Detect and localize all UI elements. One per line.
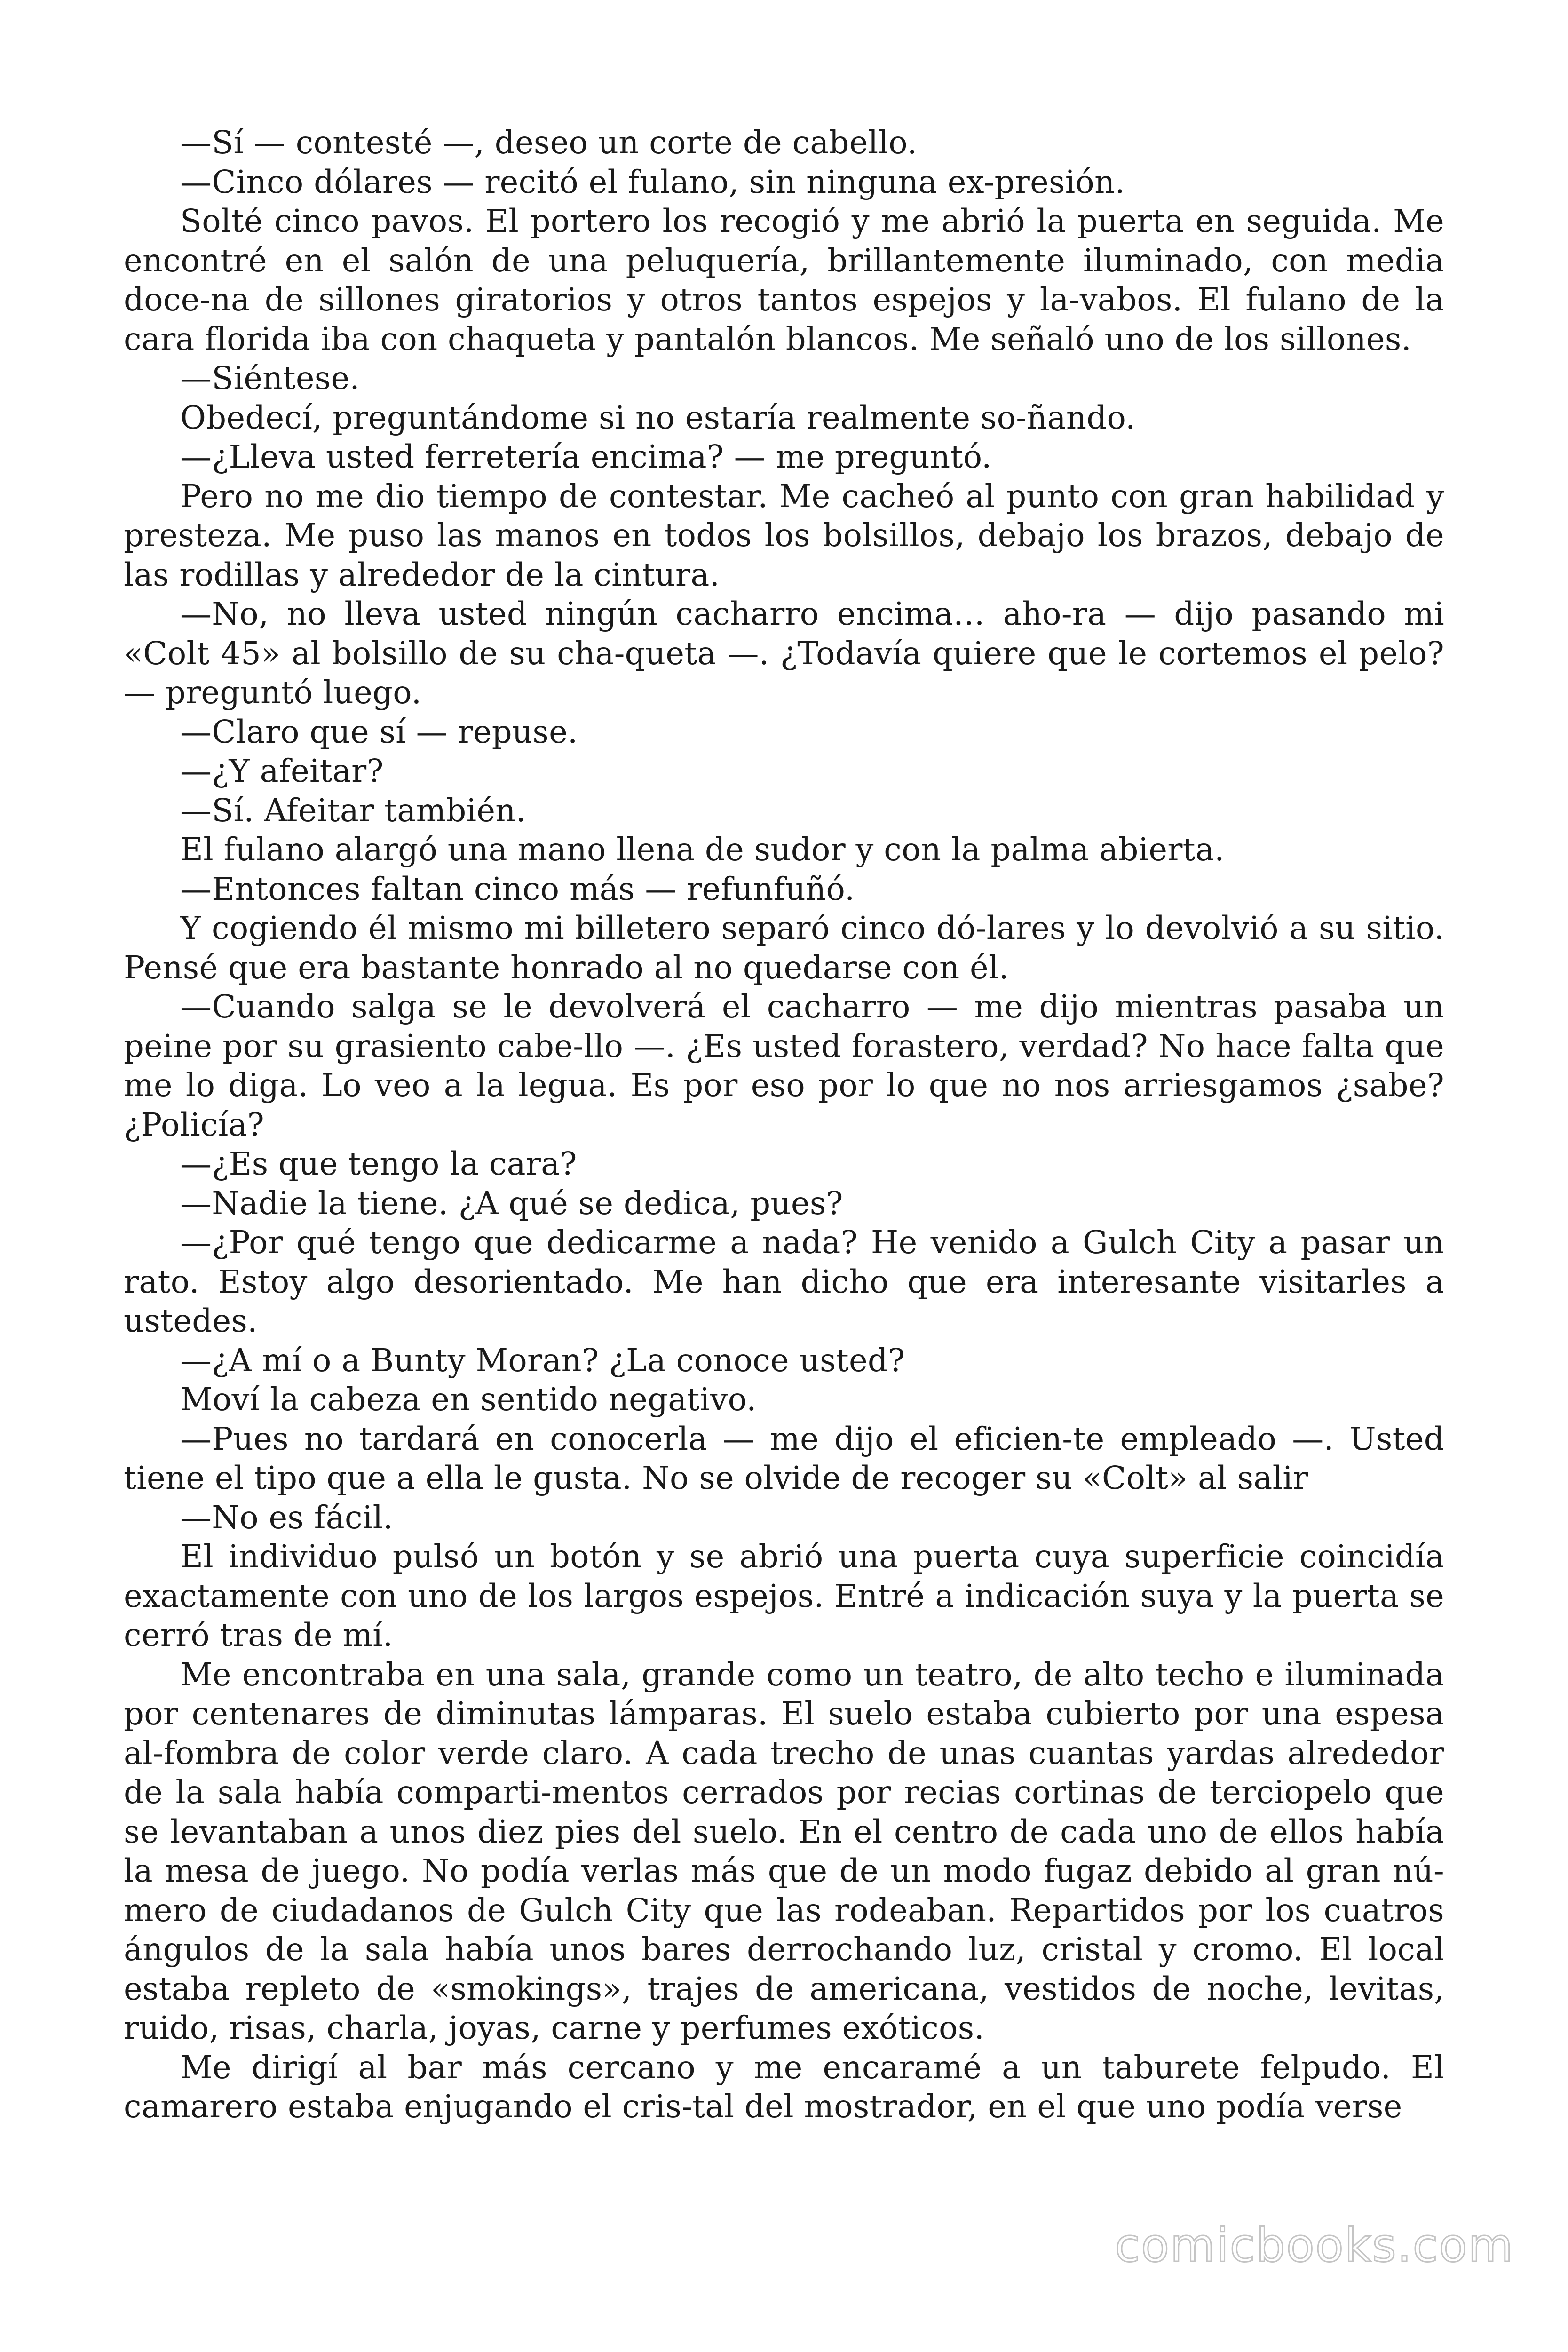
paragraph: —Pues no tardará en conocerla — me dijo el eficien-te empleado —. Usted tiene el tipo que a ella le gusta. No se olvide de recoger su «Colt» al salir bbox=[124, 1420, 1444, 1496]
paragraph: —Cuando salga se le devolverá el cacharro — me dijo mientras pasaba un peine por su grasiento cabe-llo —. ¿Es usted forastero, verdad? No hace falta que me lo diga. Lo veo a la legua. Es por eso por lo que no nos arriesgamos ¿sabe? ¿Policía? bbox=[124, 988, 1444, 1143]
paragraph: —Entonces faltan cinco más — refunfuñó. bbox=[180, 870, 855, 907]
paragraph: —Siéntese. bbox=[180, 360, 360, 397]
paragraph: El individuo pulsó un botón y se abrió una puerta cuya superficie coincidía exactamente con uno de los largos espejos. Entré a indicación suya y la puerta se cerró tras de mí. bbox=[124, 1538, 1444, 1653]
paragraph: —Sí — contesté —, deseo un corte de cabello. bbox=[180, 124, 918, 161]
paragraph: Y cogiendo él mismo mi billetero separó cinco dó-lares y lo devolvió a su sitio. Pensé que era bastante honrado al no quedarse con él. bbox=[124, 910, 1444, 986]
paragraph: —No, no lleva usted ningún cacharro encima… aho-ra — dijo pasando mi «Colt 45» al bolsillo de su cha-queta —. ¿Todavía quiere que le cortemos el pelo? — preguntó luego. bbox=[124, 596, 1444, 711]
paragraph: —Nadie la tiene. ¿A qué se dedica, pues? bbox=[180, 1184, 843, 1222]
paragraph: —¿Es que tengo la cara? bbox=[180, 1145, 577, 1182]
paragraph: El fulano alargó una mano llena de sudor y con la palma abierta. bbox=[180, 831, 1225, 868]
paragraph: Solté cinco pavos. El portero los recogió y me abrió la puerta en seguida. Me encontré en el salón de una peluquería, brillantemente iluminado, con media doce-na de sillones giratorios y otros tantos espejos y la-vabos. El fulano de la cara florida iba con chaqueta y pantalón blancos. Me señaló uno de los sillones. bbox=[124, 203, 1444, 358]
paragraph: Obedecí, preguntándome si no estaría realmente so-ñando. bbox=[180, 399, 1136, 436]
watermark: comicbooks.com bbox=[1115, 2219, 1514, 2273]
paragraph: —Sí. Afeitar también. bbox=[180, 792, 526, 829]
paragraph: —¿Y afeitar? bbox=[180, 753, 384, 789]
paragraph: Pero no me dio tiempo de contestar. Me cacheó al punto con gran habilidad y presteza. Me puso las manos en todos los bolsillos, debajo los brazos, debajo de las rodillas y alrededor de la cintura. bbox=[124, 477, 1444, 593]
paragraph: —Claro que sí — repuse. bbox=[180, 713, 578, 750]
paragraph: Me encontraba en una sala, grande como un teatro, de alto techo e iluminada por centenares de diminutas lámparas. El suelo estaba cubierto por una espesa al-fombra de color verde claro. A cada trecho de unas cuantas yardas alrededor de la sala había comparti-mentos cerrados por recias cortinas de terciopelo que se levantaban a unos diez pies del suelo. En el centro de cada uno de ellos había la mesa de juego. No podía verlas más que de un modo fugaz debido al gran nú-mero de ciudadanos de Gulch City que las rodeaban. Repartidos por los cuatros ángulos de la sala había unos bares derrochando luz, cristal y cromo. El local estaba repleto de «smokings», trajes de americana, vestidos de noche, levitas, ruido, risas, charla, joyas, carne y perfumes exóticos. bbox=[124, 1656, 1444, 2046]
paragraph: Moví la cabeza en sentido negativo. bbox=[180, 1381, 757, 1418]
paragraph: —¿Por qué tengo que dedicarme a nada? He venido a Gulch City a pasar un rato. Estoy algo desorientado. Me han dicho que era interesante visitarles a ustedes. bbox=[124, 1224, 1444, 1339]
page-body bbox=[124, 123, 1444, 2127]
paragraph: —No es fácil. bbox=[180, 1499, 393, 1536]
paragraph: Me dirigí al bar más cercano y me encaramé a un taburete felpudo. El camarero estaba enjugando el cris-tal del mostrador, en el que uno podía verse bbox=[124, 2049, 1444, 2125]
paragraph: —¿Lleva usted ferretería encima? — me preguntó. bbox=[180, 438, 992, 475]
paragraph: —Cinco dólares — recitó el fulano, sin ninguna ex-presión. bbox=[180, 163, 1125, 200]
paragraph: —¿A mí o a Bunty Moran? ¿La conoce usted? bbox=[180, 1342, 905, 1379]
